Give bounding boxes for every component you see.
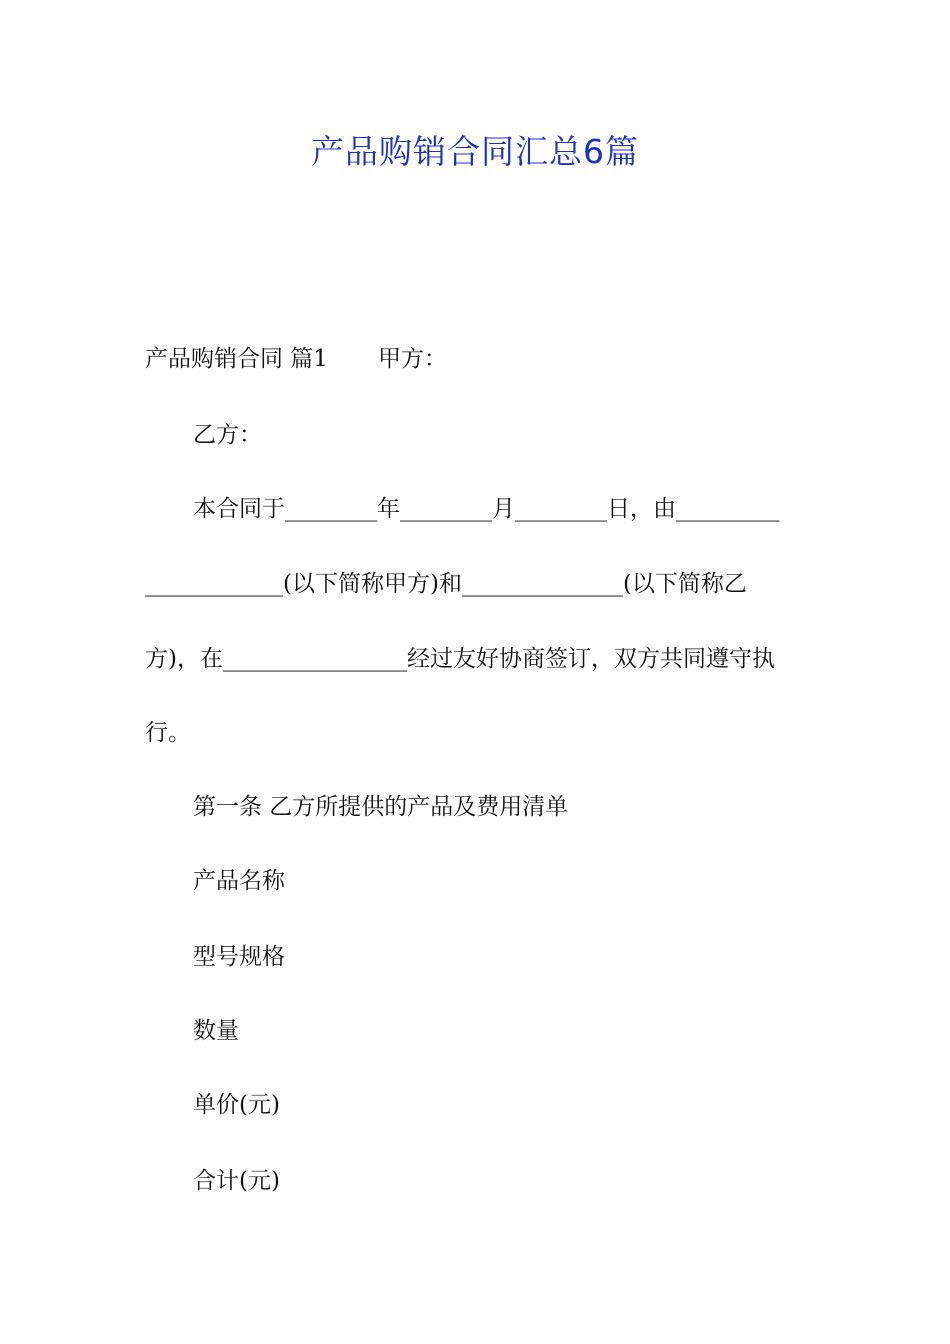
party-a-label: 甲方： [377, 346, 447, 372]
paragraph-line: ____________(以下简称甲方)和______________(以下简称乙 [145, 571, 747, 597]
list-item: 数量 [193, 1018, 239, 1044]
article-heading: 第一条 乙方所提供的产品及费用清单 [193, 794, 569, 820]
paragraph-line: 本合同于________年________月________日，由_________ [193, 496, 780, 522]
document-title: 产品购销合同汇总6篇 [311, 132, 639, 171]
contract-heading-line [145, 342, 810, 376]
list-item: 产品名称 [193, 868, 285, 894]
paragraph-line: 行。 [145, 720, 191, 746]
paragraph-line: 方)，在________________经过友好协商签订，双方共同遵守执 [145, 646, 775, 672]
list-item: 型号规格 [193, 944, 285, 970]
party-b-label: 乙方： [193, 422, 262, 448]
contract-section-heading: 产品购销合同 篇1 [145, 346, 328, 372]
list-item: 单价(元) [193, 1092, 280, 1118]
list-item: 合计(元) [193, 1168, 280, 1194]
